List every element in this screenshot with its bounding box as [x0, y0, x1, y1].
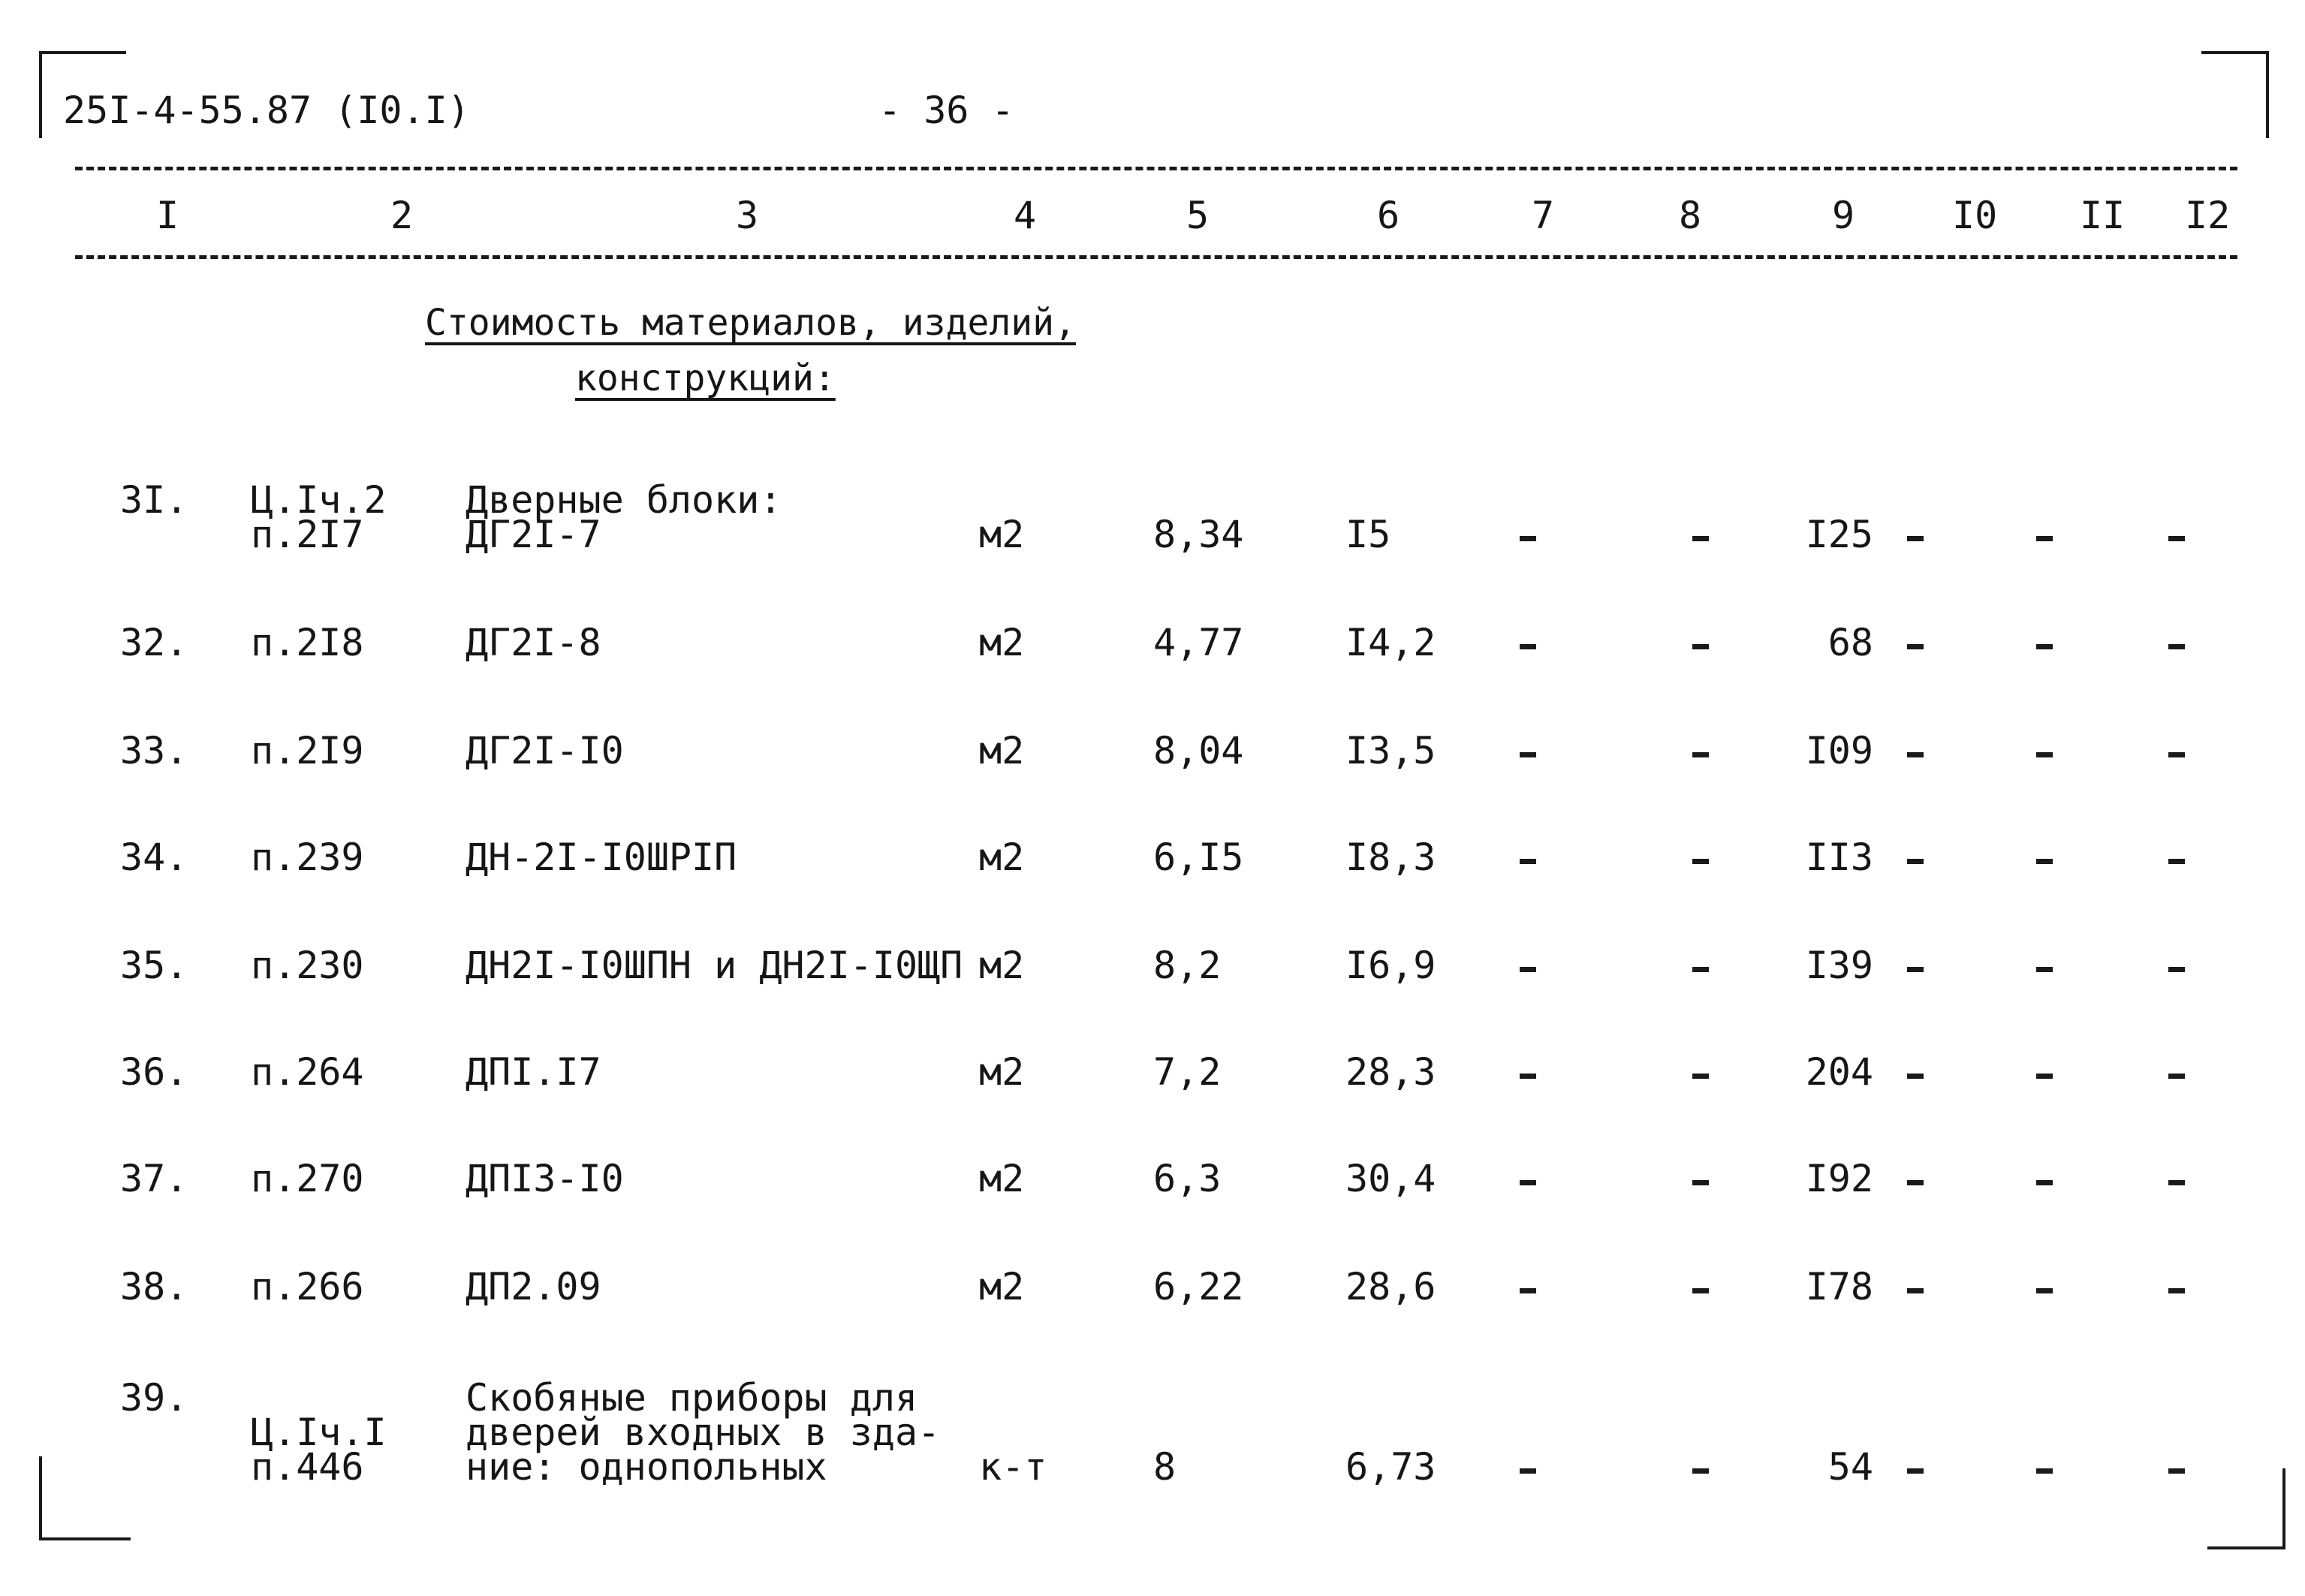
unit-price: 28,3 — [1345, 1050, 1436, 1094]
section-title-line1: Стоимость материалов, изделий, — [425, 302, 1076, 344]
empty-value-dash — [1692, 644, 1709, 649]
row-number: 34. — [120, 836, 188, 879]
empty-value-dash — [1907, 967, 1924, 972]
empty-value-dash — [1692, 1468, 1709, 1474]
empty-value-dash — [2036, 1074, 2053, 1079]
item-name: ДН-2I-I0ШРIП — [466, 836, 737, 879]
item-name: ДН2I-I0ШПН и ДН2I-I0ЩП — [466, 944, 963, 987]
empty-value-dash — [2168, 967, 2185, 972]
unit-price: 6,73 — [1345, 1445, 1436, 1489]
empty-value-dash — [2036, 752, 2053, 757]
corner-mark-bottom-right — [2207, 1468, 2285, 1549]
column-number: 6 — [1377, 194, 1400, 237]
header-divider-top — [75, 167, 2237, 170]
price-reference: п.239 — [251, 836, 364, 879]
empty-value-dash — [2168, 1288, 2185, 1293]
total-cost: 54 — [1827, 1445, 1873, 1489]
price-reference: п.230 — [251, 944, 364, 987]
empty-value-dash — [2036, 536, 2053, 541]
empty-value-dash — [2168, 752, 2185, 757]
item-name: ДГ2I-8 — [466, 621, 601, 664]
quantity: 4,77 — [1153, 621, 1244, 664]
column-number: I — [156, 194, 179, 237]
empty-value-dash — [1520, 752, 1536, 757]
price-reference: п.446 — [251, 1445, 364, 1489]
price-reference: п.270 — [251, 1157, 364, 1200]
item-name: ДПI3-I0 — [466, 1157, 624, 1200]
total-cost: I39 — [1805, 944, 1873, 987]
column-number: 5 — [1186, 194, 1210, 237]
price-reference: п.2I7 — [251, 513, 364, 556]
unit-price: I6,9 — [1345, 944, 1436, 987]
empty-value-dash — [2036, 967, 2053, 972]
empty-value-dash — [1520, 644, 1536, 649]
empty-value-dash — [1692, 1180, 1709, 1185]
price-reference: п.266 — [251, 1265, 364, 1308]
column-number: 9 — [1832, 194, 1855, 237]
row-number: 37. — [120, 1157, 188, 1200]
item-name: Дверные блоки: — [466, 478, 782, 522]
empty-value-dash — [2036, 1180, 2053, 1185]
total-cost: 204 — [1805, 1050, 1873, 1094]
empty-value-dash — [1907, 644, 1924, 649]
unit: м2 — [979, 621, 1025, 664]
price-reference: п.2I8 — [251, 621, 364, 664]
total-cost: 68 — [1827, 621, 1873, 664]
empty-value-dash — [1907, 1288, 1924, 1293]
empty-value-dash — [2168, 536, 2185, 541]
unit: м2 — [979, 1050, 1025, 1094]
row-number: 39. — [120, 1376, 188, 1420]
quantity: 8 — [1153, 1445, 1177, 1489]
quantity: 8,2 — [1153, 944, 1222, 987]
column-number: I2 — [2185, 194, 2231, 237]
unit: м2 — [979, 1157, 1025, 1200]
quantity: 6,3 — [1153, 1157, 1222, 1200]
item-name: ДГ2I-I0 — [466, 729, 624, 772]
quantity: 6,22 — [1153, 1265, 1244, 1308]
row-number: 36. — [120, 1050, 188, 1094]
item-name: Скобяные приборы для — [466, 1376, 918, 1420]
empty-value-dash — [1907, 1468, 1924, 1474]
total-cost: I09 — [1805, 729, 1873, 772]
empty-value-dash — [1520, 1074, 1536, 1079]
item-name: ДП2.09 — [466, 1265, 601, 1308]
column-number: 2 — [390, 194, 414, 237]
empty-value-dash — [2168, 1180, 2185, 1185]
corner-mark-bottom-left — [39, 1456, 131, 1540]
unit-price: I4,2 — [1345, 621, 1436, 664]
price-reference: п.264 — [251, 1050, 364, 1094]
corner-mark-top-right — [2201, 51, 2269, 138]
column-number: 8 — [1679, 194, 1702, 237]
unit: м2 — [979, 513, 1025, 556]
page-number: - 36 - — [878, 89, 1014, 132]
empty-value-dash — [1692, 752, 1709, 757]
item-name: ДГ2I-7 — [466, 513, 601, 556]
total-cost: I25 — [1805, 513, 1873, 556]
row-number: 33. — [120, 729, 188, 772]
empty-value-dash — [1520, 1180, 1536, 1185]
total-cost: I92 — [1805, 1157, 1873, 1200]
empty-value-dash — [2036, 644, 2053, 649]
empty-value-dash — [2168, 1468, 2185, 1474]
section-title-line2: конструкций: — [575, 357, 836, 399]
row-number: 32. — [120, 621, 188, 664]
empty-value-dash — [1520, 536, 1536, 541]
quantity: 8,04 — [1153, 729, 1244, 772]
empty-value-dash — [1692, 536, 1709, 541]
total-cost: I78 — [1805, 1265, 1873, 1308]
empty-value-dash — [1692, 1288, 1709, 1293]
unit: к-т — [979, 1445, 1047, 1489]
empty-value-dash — [1692, 859, 1709, 864]
empty-value-dash — [1692, 967, 1709, 972]
column-number: 3 — [736, 194, 759, 237]
quantity: 8,34 — [1153, 513, 1244, 556]
empty-value-dash — [2036, 1288, 2053, 1293]
empty-value-dash — [2168, 1074, 2185, 1079]
unit: м2 — [979, 836, 1025, 879]
column-number: II — [2080, 194, 2126, 237]
empty-value-dash — [1907, 1074, 1924, 1079]
document-code: 25I-4-55.87 (I0.I) — [63, 89, 470, 132]
empty-value-dash — [2168, 644, 2185, 649]
unit-price: I8,3 — [1345, 836, 1436, 879]
empty-value-dash — [1520, 859, 1536, 864]
empty-value-dash — [2168, 859, 2185, 864]
price-reference: Ц.Iч.2 — [251, 478, 387, 522]
quantity: 7,2 — [1153, 1050, 1222, 1094]
empty-value-dash — [2036, 1468, 2053, 1474]
unit-price: I5 — [1345, 513, 1391, 556]
unit-price: 30,4 — [1345, 1157, 1436, 1200]
quantity: 6,I5 — [1153, 836, 1244, 879]
item-name: ние: однопольных — [466, 1445, 827, 1489]
row-number: 35. — [120, 944, 188, 987]
column-number: 4 — [1014, 194, 1037, 237]
item-name: дверей входных в зда- — [466, 1411, 941, 1454]
empty-value-dash — [2036, 859, 2053, 864]
item-name: ДПI.I7 — [466, 1050, 601, 1094]
empty-value-dash — [1520, 967, 1536, 972]
unit-price: I3,5 — [1345, 729, 1436, 772]
empty-value-dash — [1907, 859, 1924, 864]
total-cost: II3 — [1805, 836, 1873, 879]
price-reference: п.2I9 — [251, 729, 364, 772]
empty-value-dash — [1907, 536, 1924, 541]
row-number: 38. — [120, 1265, 188, 1308]
unit: м2 — [979, 944, 1025, 987]
empty-value-dash — [1907, 1180, 1924, 1185]
unit: м2 — [979, 1265, 1025, 1308]
column-number: 7 — [1532, 194, 1555, 237]
unit: м2 — [979, 729, 1025, 772]
price-reference: Ц.Iч.I — [251, 1411, 387, 1454]
empty-value-dash — [1520, 1468, 1536, 1474]
empty-value-dash — [1907, 752, 1924, 757]
header-divider-bottom — [75, 255, 2237, 259]
row-number: 3I. — [120, 478, 188, 522]
empty-value-dash — [1692, 1074, 1709, 1079]
unit-price: 28,6 — [1345, 1265, 1436, 1308]
column-number: I0 — [1952, 194, 1998, 237]
empty-value-dash — [1520, 1288, 1536, 1293]
